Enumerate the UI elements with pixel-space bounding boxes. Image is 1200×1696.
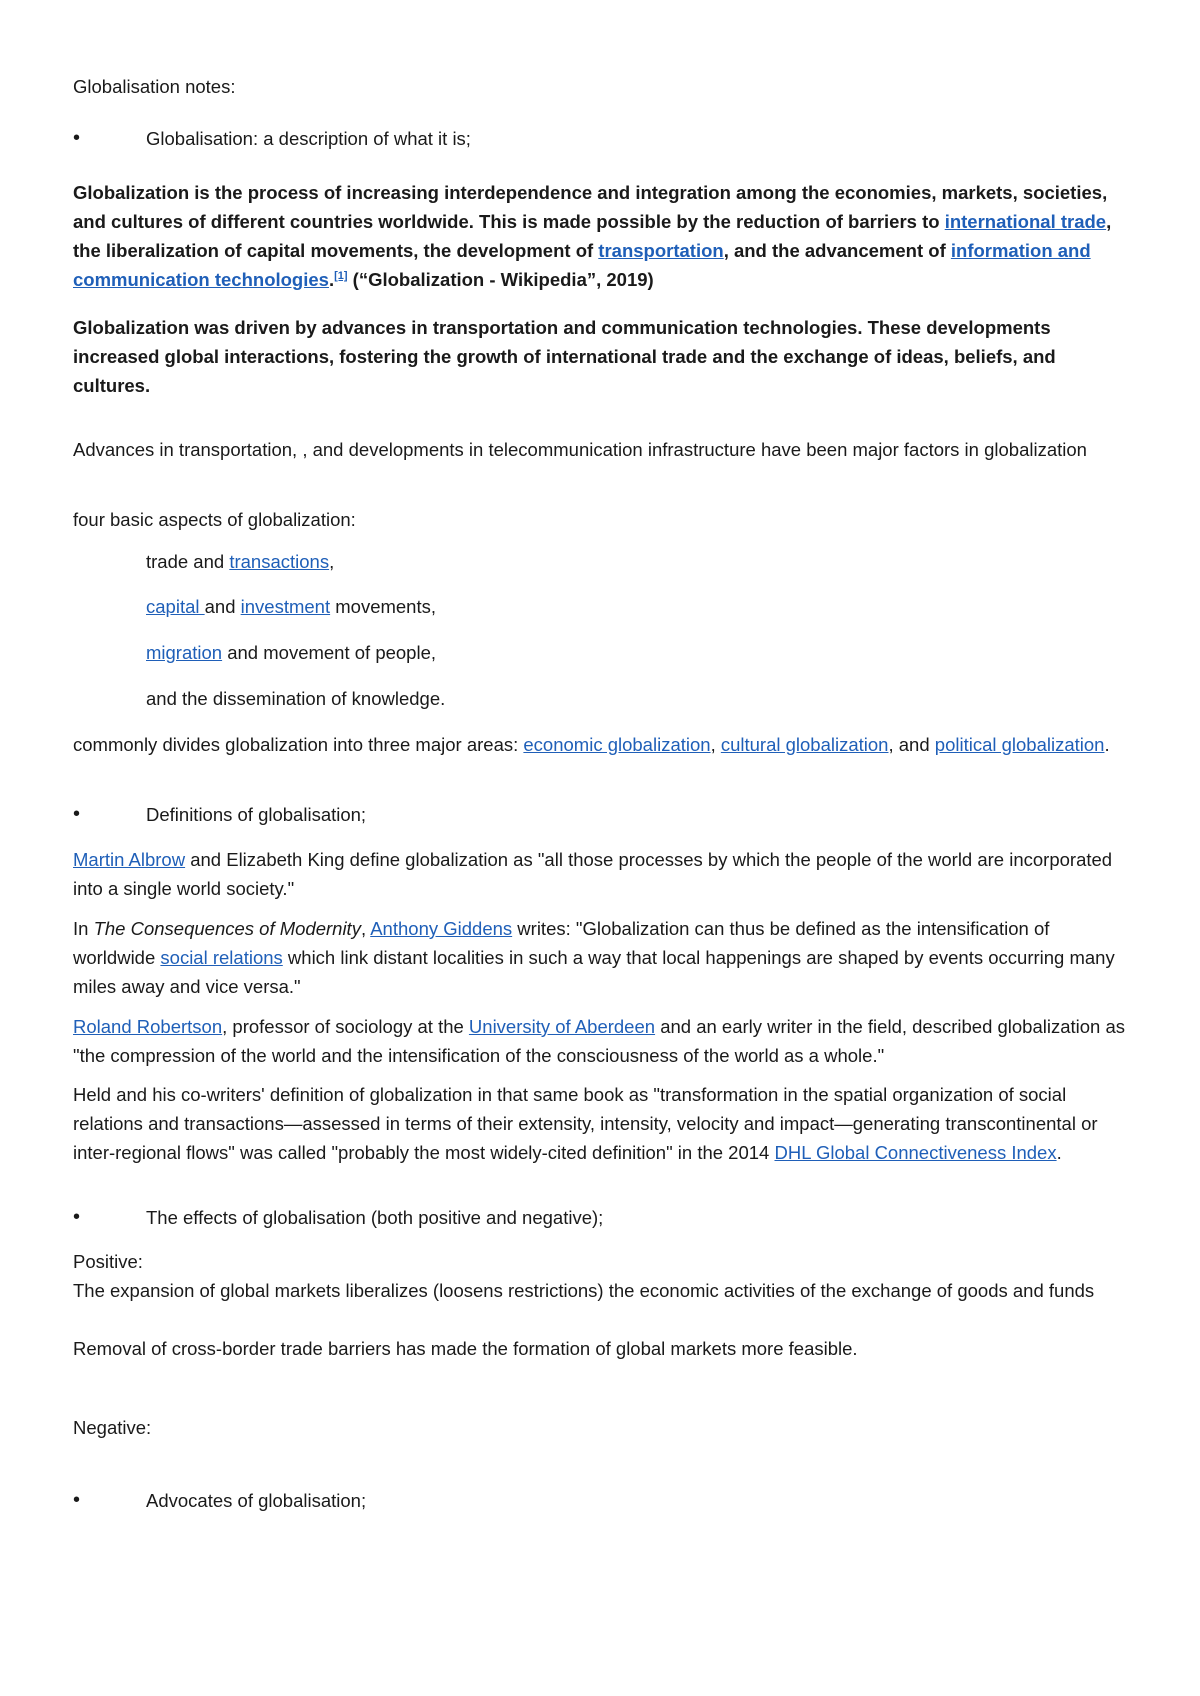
link-anthony-giddens[interactable]: Anthony Giddens: [370, 918, 513, 939]
negative-label: Negative:: [73, 1417, 152, 1438]
link-international-trade[interactable]: international trade: [944, 211, 1107, 232]
positive-point-2: Removal of cross-border trade barriers has made the formation of global markets more feasible.: [73, 1338, 858, 1359]
link-transactions[interactable]: transactions: [229, 551, 330, 572]
aspect-knowledge: and the dissemination of knowledge.: [146, 688, 446, 709]
aspect-capital: capital and investment movements,: [146, 596, 437, 617]
link-political-globalization[interactable]: political globalization: [934, 734, 1105, 755]
definition-giddens: In The Consequences of Modernity, Anthony Giddens writes: "Globalization can thus be defined as the intensification of worldwide social relations which link distant localities in such a way that local happenings are shaped by events occurring many miles away and vice versa.": [73, 918, 1115, 997]
definition-held: Held and his co-writers' definition of globalization in that same book as "transformation in the spatial organization of social relations and transactions—assessed in terms of their extensity, intensity, velocity and impact—generating transcontinental or inter-regional flows" was called "probably the most widely-cited definition" in the 2014 DHL Global Connectiveness Index.: [73, 1084, 1098, 1163]
bullet-icon: •: [73, 1206, 81, 1228]
bullet-icon: •: [73, 1489, 81, 1511]
link-economic-globalization[interactable]: economic globalization: [523, 734, 711, 755]
definition-albrow: Martin Albrow and Elizabeth King define globalization as "all those processes by which the people of the world are incorporated into a single world society.": [73, 849, 1113, 899]
definition-robertson: Roland Robertson, professor of sociology at the University of Aberdeen and an early writer in the field, described globalization as "the compression of the world and the intensification of the consciousness of the world as a whole.": [73, 1016, 1126, 1066]
link-migration[interactable]: migration: [146, 642, 223, 663]
bullet-text: Advocates of globalisation;: [146, 1490, 367, 1511]
link-investment[interactable]: investment: [240, 596, 331, 617]
definition-paragraph: Globalization is the process of increasing interdependence and integration among the economies, markets, societies, and cultures of different countries worldwide. This is made possible by the reduction of barriers to international trade, the liberalization of capital movements, the development of transportation, and the advancement of information and communication technologies.[1] (“Globalization - Wikipedia”, 2019): [73, 182, 1112, 290]
link-cultural-globalization[interactable]: cultural globalization: [720, 734, 889, 755]
positive-point-1: The expansion of global markets liberalizes (loosens restrictions) the economic activities of the exchange of goods and funds: [73, 1280, 1095, 1301]
bullet-icon: •: [73, 803, 81, 825]
link-martin-albrow[interactable]: Martin Albrow: [73, 849, 186, 870]
aspect-migration: migration and movement of people,: [146, 642, 437, 663]
aspects-intro: four basic aspects of globalization:: [73, 509, 356, 530]
drivers-paragraph: Globalization was driven by advances in transportation and communication technologies. These developments increased global interactions, fostering the growth of international trade and the exchange of ideas, beliefs, and cultures.: [73, 317, 1056, 396]
link-ict[interactable]: information and communication technologies: [73, 240, 1091, 290]
bullet-text: Globalisation: a description of what it is;: [146, 128, 471, 149]
advances-paragraph: Advances in transportation, , and developments in telecommunication infrastructure have been major factors in globalization: [73, 439, 1087, 460]
link-transportation[interactable]: transportation: [598, 240, 724, 261]
link-university-of-aberdeen[interactable]: University of Aberdeen: [468, 1016, 656, 1037]
link-roland-robertson[interactable]: Roland Robertson: [73, 1016, 223, 1037]
positive-label: Positive:: [73, 1251, 143, 1272]
link-capital[interactable]: capital: [146, 596, 205, 617]
aspect-trade: trade and transactions,: [146, 551, 335, 572]
footnote-link[interactable]: [1]: [334, 269, 348, 282]
bullet-text: Definitions of globalisation;: [146, 804, 367, 825]
areas-paragraph: commonly divides globalization into three major areas: economic globalization, cultural globalization, and political globalization.: [73, 734, 1110, 755]
bullet-icon: •: [73, 127, 81, 149]
link-social-relations[interactable]: social relations: [160, 947, 283, 968]
link-dhl-index[interactable]: DHL Global Connectiveness Index: [774, 1142, 1057, 1163]
bullet-text: The effects of globalisation (both positive and negative);: [146, 1207, 604, 1228]
document-heading: Globalisation notes:: [73, 76, 236, 97]
